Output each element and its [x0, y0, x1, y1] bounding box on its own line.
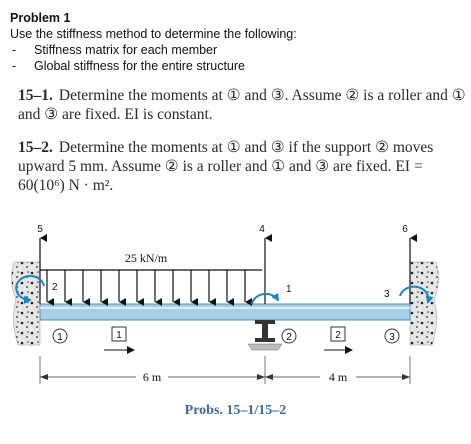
- dim-label-right: 4 m: [328, 370, 348, 384]
- bullet-text: Global stiffness for the entire structure: [34, 59, 245, 73]
- member-label: 1: [116, 330, 122, 341]
- dof-label-1: 1: [286, 284, 292, 295]
- figure-caption: Probs. 15–1/15–2: [184, 403, 287, 418]
- beam: [40, 304, 410, 320]
- bullet-dash: -: [12, 43, 17, 57]
- node-label: 3: [389, 332, 395, 343]
- node-label: 2: [286, 332, 292, 343]
- dof-label-5: 5: [37, 224, 43, 235]
- dof-label-4: 4: [259, 224, 265, 235]
- load-label: 25 kN/m: [124, 251, 168, 265]
- node-2: [282, 329, 296, 343]
- distributed-load-arrows: [47, 270, 245, 302]
- problem-text: Determine the moments at ① and ③ if the support ② moves upward 5 mm. Assume ② is a roller and ① and ③ are fixed. EI = 60(10⁶) N · m².: [18, 139, 434, 194]
- left-fixed-wall: [11, 262, 40, 345]
- dof-label-6: 6: [402, 224, 408, 235]
- member-2: [324, 327, 352, 350]
- node-1: [53, 329, 67, 343]
- bullet-text: Stiffness matrix for each member: [34, 43, 218, 57]
- problem-title: Problem 1: [10, 11, 71, 25]
- member-label: 2: [335, 330, 341, 341]
- dim-label-left: 6 m: [142, 370, 162, 384]
- problem-number: 15–2.: [18, 139, 53, 156]
- member-1: [104, 327, 134, 350]
- node-3: [385, 329, 399, 343]
- right-fixed-wall: [410, 262, 439, 345]
- problem-text: Determine the moments at ① and ③. Assume ② is a roller and ① and ③ are fixed. EI is constant.: [18, 87, 466, 123]
- dof-label-3: 3: [384, 289, 390, 300]
- dof-label-2: 2: [52, 282, 58, 293]
- node-label: 1: [57, 332, 63, 343]
- problem-number: 15–1.: [18, 87, 53, 104]
- bullet-dash: -: [12, 59, 17, 73]
- roller-support: [248, 320, 282, 350]
- problem-instruction: Use the stiffness method to determine the following:: [10, 27, 297, 41]
